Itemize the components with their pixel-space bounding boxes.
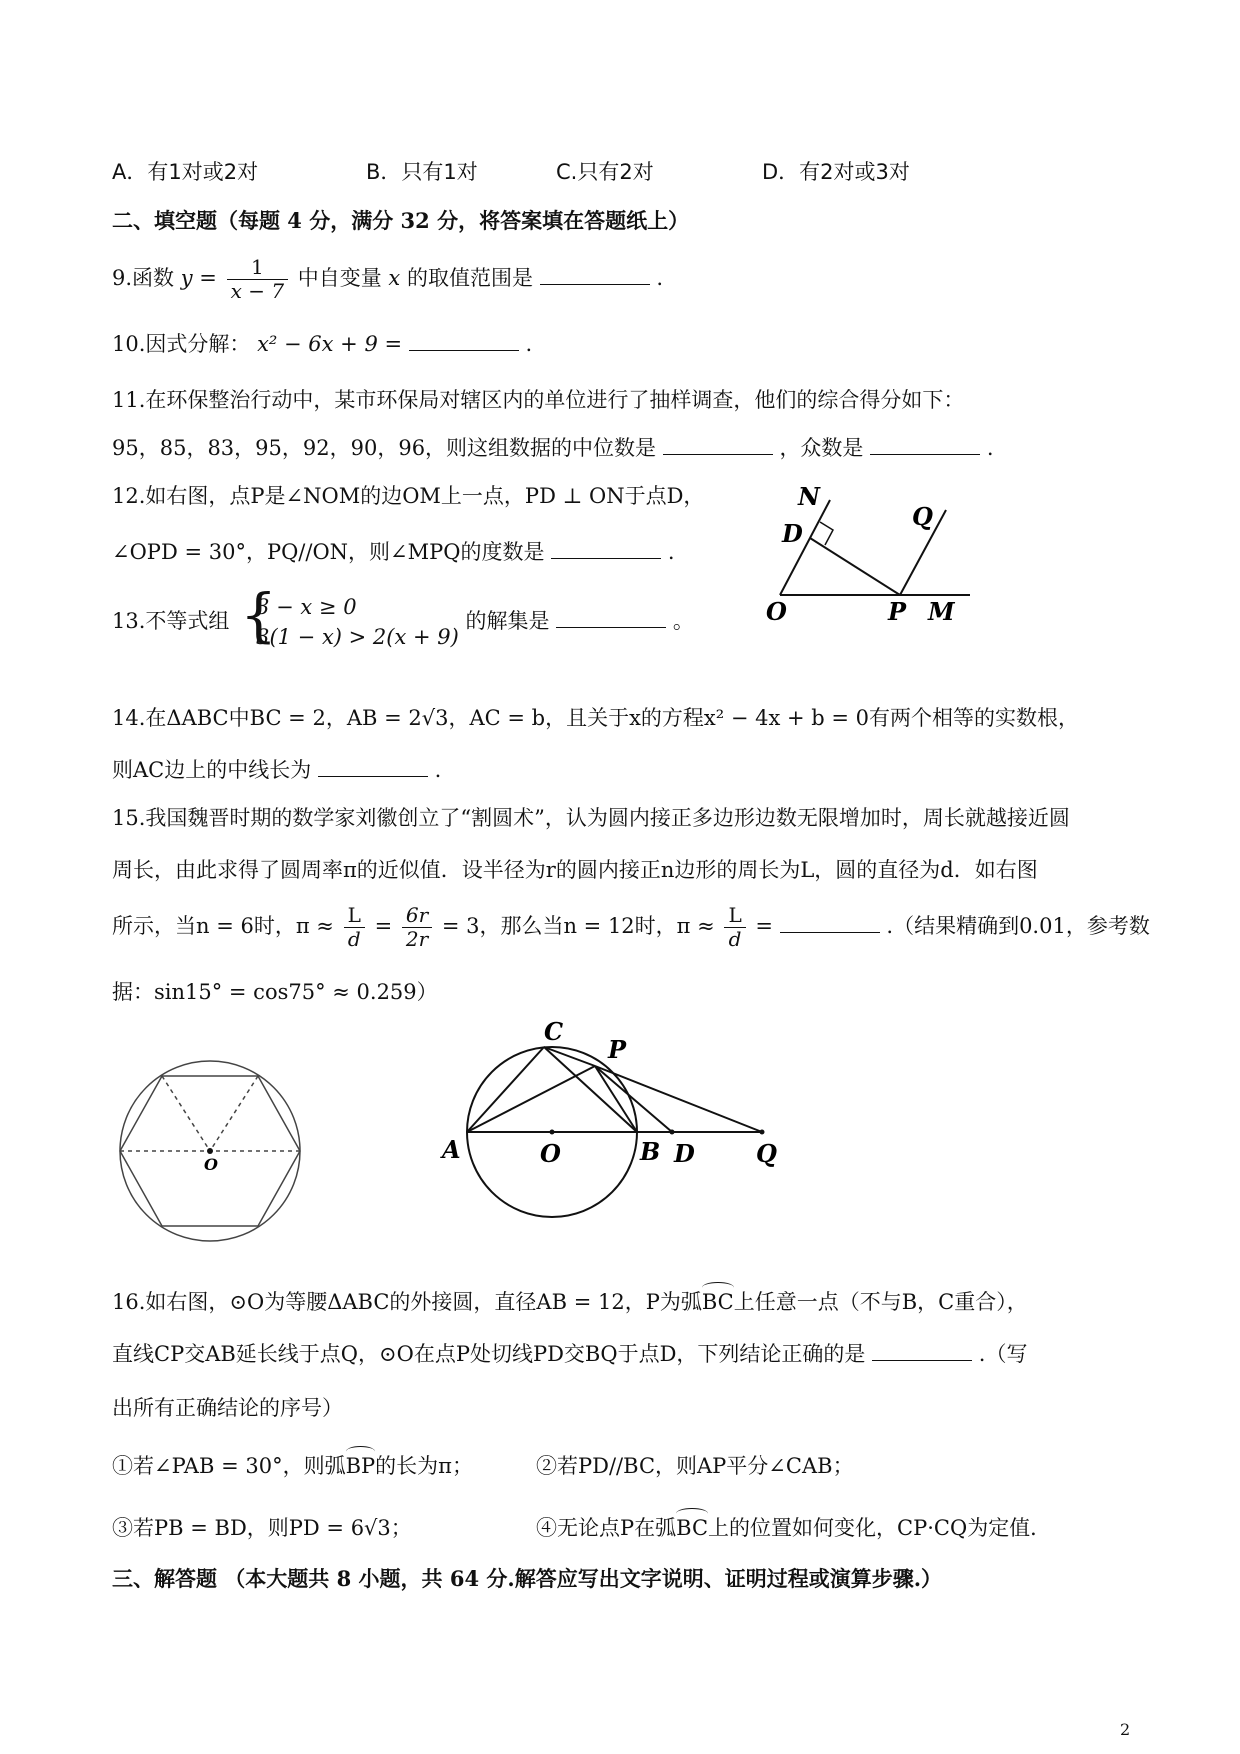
- hex-label-o: O: [204, 1155, 218, 1174]
- q15-text-c: .（结果精确到0.01，参考数: [886, 914, 1150, 938]
- label-p: P: [888, 597, 907, 626]
- q13-row-2: 3(1 − x) > 2(x + 9): [256, 625, 459, 650]
- q11-mode-blank[interactable]: [870, 454, 980, 455]
- q11-median-text: 95，85，83，95，92，90，96，则这组数据的中位数是: [112, 436, 657, 460]
- q12-answer-blank[interactable]: [551, 558, 661, 559]
- circle-label-q: Q: [756, 1139, 777, 1168]
- q11-median-blank[interactable]: [663, 454, 773, 455]
- circle-label-d: D: [674, 1139, 695, 1168]
- q16-option-3: ③若PB = BD，则PD = 6√3；: [112, 1516, 412, 1540]
- q9-fraction: [227, 256, 288, 303]
- q12-figure: [760, 482, 990, 630]
- q9-prefix: 9.函数: [112, 266, 175, 290]
- label-d: D: [782, 519, 803, 548]
- option-c: C.只有2对: [556, 160, 654, 184]
- q13-row-1: 3 − x ≥ 0: [256, 595, 357, 619]
- q16-line-1: [112, 1290, 1028, 1315]
- label-o: O: [766, 597, 787, 626]
- q16-opt4-arc: BC: [676, 1516, 709, 1540]
- q15-fraction-2: [402, 904, 432, 951]
- q13-brace: {: [240, 581, 277, 649]
- q16-option-4: [536, 1516, 1051, 1541]
- q16-line-2-text: 直线CP交AB延长线于点Q，⊙O在点P处切线PD交BQ于点D，下列结论正确的是: [112, 1342, 866, 1366]
- q15-fraction-3: [724, 904, 745, 951]
- q16-opt4-text-a: ④无论点P在弧: [536, 1516, 677, 1540]
- q12-line-2-text: ∠OPD = 30°，PQ//ON，则∠MPQ的度数是: [112, 540, 545, 564]
- q11-mode-text: ，众数是: [779, 436, 864, 460]
- q15-f3-den: d: [728, 927, 742, 951]
- circle-label-a: A: [442, 1135, 461, 1164]
- q14-end: .: [434, 758, 442, 782]
- circle-label-c: C: [544, 1017, 564, 1046]
- q15-text-b: = 3，那么当n = 12时，π ≈: [441, 914, 715, 938]
- q15-answer-blank[interactable]: [780, 932, 880, 933]
- q9-end: .: [656, 266, 664, 290]
- q16-opt4-text-b: 上的位置如何变化，CP·CQ为定值．: [708, 1516, 1052, 1540]
- q15-line-1: 15.我国魏晋时期的数学家刘徽创立了“割圆术”，认为圆内接正多边形边数无限增加时，周长就越接近圆: [112, 806, 1070, 830]
- q9-frac-den: x − 7: [230, 279, 285, 303]
- label-m: M: [928, 597, 955, 626]
- q9-frac-num: 1: [227, 256, 288, 280]
- q15-line-4: 据：sin15° = cos75° ≈ 0.259）: [112, 980, 438, 1004]
- q15-fraction-1: [344, 904, 365, 951]
- q13-prefix: 13.不等式组: [112, 608, 230, 633]
- q12-line-2: [112, 540, 675, 565]
- q16-text-b: 上任意一点（不与B，C重合），: [733, 1290, 1028, 1314]
- q11-line-2: [112, 436, 994, 461]
- q16-line-2: [112, 1342, 1027, 1367]
- option-a: A．有1对或2对: [112, 160, 259, 184]
- option-d: D．有2对或3对: [762, 160, 910, 184]
- q15-eq-2: =: [755, 914, 774, 938]
- q16-line-2-end: .（写: [978, 1342, 1028, 1366]
- label-q: Q: [912, 502, 933, 531]
- q15-eq: =: [374, 914, 393, 938]
- q15-f1-den: d: [347, 927, 361, 951]
- q11-end: .: [986, 436, 994, 460]
- q9-var: x: [388, 266, 401, 290]
- q16-opt1-text-a: ①若∠PAB = 30°，则弧: [112, 1454, 346, 1478]
- q16-answer-blank[interactable]: [872, 1360, 972, 1361]
- q14-answer-blank[interactable]: [318, 776, 428, 777]
- q16-option-1: [112, 1454, 473, 1479]
- option-b: B．只有1对: [366, 160, 478, 184]
- q12-line-1: 12.如右图，点P是∠NOM的边OM上一点，PD ⊥ ON于点D，: [112, 484, 705, 508]
- q9-suffix: 中自变量: [297, 266, 382, 290]
- section-3-heading: 三、解答题 （本大题共 8 小题，共 64 分.解答应写出文字说明、证明过程或演算步骤.）: [112, 1566, 943, 1591]
- q16-opt1-arc: BP: [345, 1454, 376, 1478]
- circle-tangent-figure: [440, 1017, 820, 1240]
- q15-f3-num: L: [724, 904, 745, 928]
- q10-expr: x² − 6x + 9 =: [257, 332, 403, 356]
- q16-arc-bc: BC: [701, 1290, 734, 1314]
- label-n: N: [798, 482, 820, 511]
- q14-line-2: [112, 758, 441, 783]
- q15-line-3: [112, 904, 1150, 951]
- q12-end: .: [667, 540, 675, 564]
- q13-answer-blank[interactable]: [556, 627, 666, 628]
- q13-suffix: 的解集是: [465, 608, 550, 633]
- question-10: [112, 332, 532, 357]
- circle-label-o: O: [540, 1139, 561, 1168]
- q15-text-a: 所示，当n = 6时，π ≈: [112, 914, 334, 938]
- q9-answer-blank[interactable]: [540, 284, 650, 285]
- q11-line-1: 11.在环保整治行动中，某市环保局对辖区内的单位进行了抽样调查，他们的综合得分如下：: [112, 388, 965, 412]
- q16-text-a: 16.如右图，⊙O为等腰ΔABC的外接圆，直径AB = 12，P为弧: [112, 1290, 702, 1314]
- q10-prefix: 10.因式分解：: [112, 332, 251, 356]
- q13-inequality-system: [240, 581, 459, 653]
- circle-label-b: B: [640, 1137, 661, 1166]
- q10-end: .: [525, 332, 533, 356]
- q9-suffix2: 的取值范围是: [406, 266, 533, 290]
- q13-end: 。: [672, 608, 694, 633]
- hexagon-circle-figure: [112, 1050, 312, 1250]
- q16-option-2: ②若PD//BC，则AP平分∠CAB；: [536, 1454, 854, 1478]
- question-13: [112, 581, 694, 653]
- section-2-heading: 二、填空题（每题 4 分，满分 32 分，将答案填在答题纸上）: [112, 208, 690, 233]
- q15-f2-den: 2r: [405, 927, 429, 951]
- q15-f2-num: 6r: [402, 904, 432, 928]
- circle-label-p: P: [608, 1035, 627, 1064]
- question-9: [112, 256, 663, 303]
- q14-line-2-text: 则AC边上的中线长为: [112, 758, 312, 782]
- q14-line-1: 14.在ΔABC中BC = 2，AB = 2√3，AC = b，且关于x的方程x² − 4x + b = 0有两个相等的实数根，: [112, 706, 1080, 730]
- q15-line-2: 周长，由此求得了圆周率π的近似值．设半径为r的圆内接正n边形的周长为L，圆的直径为d．如右图: [112, 858, 1038, 882]
- q16-opt1-text-b: 的长为π；: [375, 1454, 473, 1478]
- q16-line-3: 出所有正确结论的序号）: [112, 1396, 343, 1420]
- q9-y-eq: y =: [180, 266, 217, 290]
- page-number: 2: [1120, 1720, 1131, 1739]
- q10-answer-blank[interactable]: [409, 350, 519, 351]
- q15-f1-num: L: [344, 904, 365, 928]
